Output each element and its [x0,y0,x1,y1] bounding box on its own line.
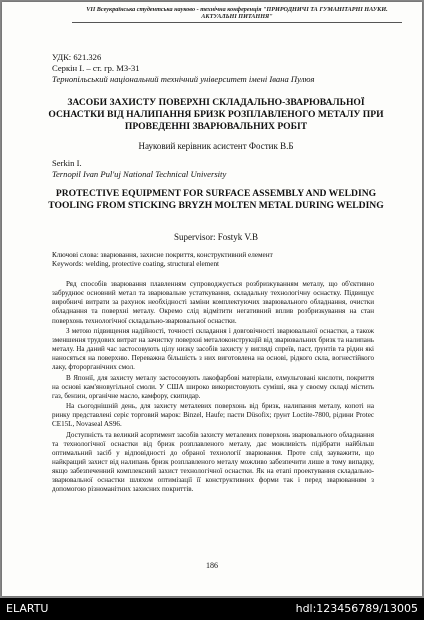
paragraph: На сьогоднішній день, для захисту металевих поверхонь від бризк, налипання металу, копоті на ринку представлені серіє торговий марок: Binzel, Haufe; пасти Düsofix; ґрунт Loctite-7800, рідини Protec CE15L, Novaseal AS96. [52,402,374,429]
repository-footer [0,598,424,620]
university-en: Ternopil Ivan Pul'uj National Technical University [52,169,227,179]
paragraph: В Японії, для захисту металу застосовують лакофарбові матеріали, елмульговані кислоти, покриття на основі кам'яновугільної смоли. У США широко використовують суміші, яка у своєму складі містить газ, бензин, органічне масло, камфору, скипидар. [52,373,374,400]
page-number: 186 [206,561,218,570]
paragraph: З метою підвищення надійності, точності складання і довговічності зварювальної оснастки, а також зменшення трудових витрат на зачистку поверхні металоконструкцій від зварювальних бризк та налипань металу. На даний час застосовують цілу низку засобів захисту у вигляді спреїв, паст, ґрунтів та рідин які наносяться на поверхню. Переважна більшість з них виготовлена на основі, рідкого скла, вогнестійкого лаку, фторорганічних смол. [52,326,374,372]
author-ua: Серкін І. – ст. гр. МЗ-31 [52,63,140,73]
supervisor-en: Supervisor: Fostyk V.B [174,232,258,242]
supervisor-ua: Науковий керівник асистент Фостик В.Б [138,141,294,151]
title-en: PROTECTIVE EQUIPMENT FOR SURFACE ASSEMBLY AND WELDING TOOLING FROM STICKING BRYZH MOLTEN METAL DURING WELDING [48,188,384,211]
title-ua: ЗАСОБИ ЗАХИСТУ ПОВЕРХНІ СКЛАДАЛЬНО-ЗВАРЮВАЛЬНОЇ ОСНАСТКИ ВІД НАЛИПАННЯ БРИЗК РОЗПЛАВЛЕНОГО МЕТАЛУ ПРИ ПРОВЕДЕННІ ЗВАРЮВАЛЬНИХ РОБІТ [48,97,384,132]
udc-code: УДК: 621.326 [52,52,102,62]
article-body [52,280,374,496]
paragraph: Ряд способів зварювання плавленням супроводжується розбризкуванням металу, що об'єктивно забруднює основний метал та зварювальне устаткування, складальну технологічну оснастку. Підвищує виробничі витрати за рахунок необхідності заміни комплектуючих зварювального обладнання, очистки обладнання та поверхні металу. Окремо слід відмітити негативний вплив розбризкування на стан поверхонь технологічної складально-зварювальної оснастки. [52,280,374,325]
paragraph: Доступність та великий асортимент засобів захисту металевих поверхонь зварювального обладнання та технологічної оснастки від бризк розплавленого металу, дає можливість підібрати найбільш оптимальний засіб у відповідності до обраної технології зварювання. Проте слід зауважити, що найкращий захист від налипань бризк розплавленого металу можливо забезпечити лише в тому випадку, якщо забезпеченний комплексний захист технологічної оснастки. Як на етапі проектування складально-зварювальної оснастки шляхом оптимізації її конструктивних форми так і перед зварюванням з допомогою різноманітних захисних покриттів. [52,430,374,494]
conference-header: VII Всеукраїнська студентська науково - технічна конференція "ПРИРОДНИЧІ ТА ГУМАНІТАРНІ НАУКИ. АКТУАЛЬНІ ПИТАННЯ" [72,6,402,23]
document-page [2,2,422,596]
keywords-en: Keywords: welding, protective coating, structural element [52,260,220,268]
university-ua: Тернопільський національний технічний університет імені Івана Пулюя [52,74,315,84]
handle-identifier: hdl:123456789/13005 [295,602,418,615]
author-en: Serkin I. [52,158,82,168]
repository-name: ELARTU [6,602,49,615]
keywords-ua: Ключові слова: зварювання, захисне покриття, конструктивний елемент [52,251,273,259]
